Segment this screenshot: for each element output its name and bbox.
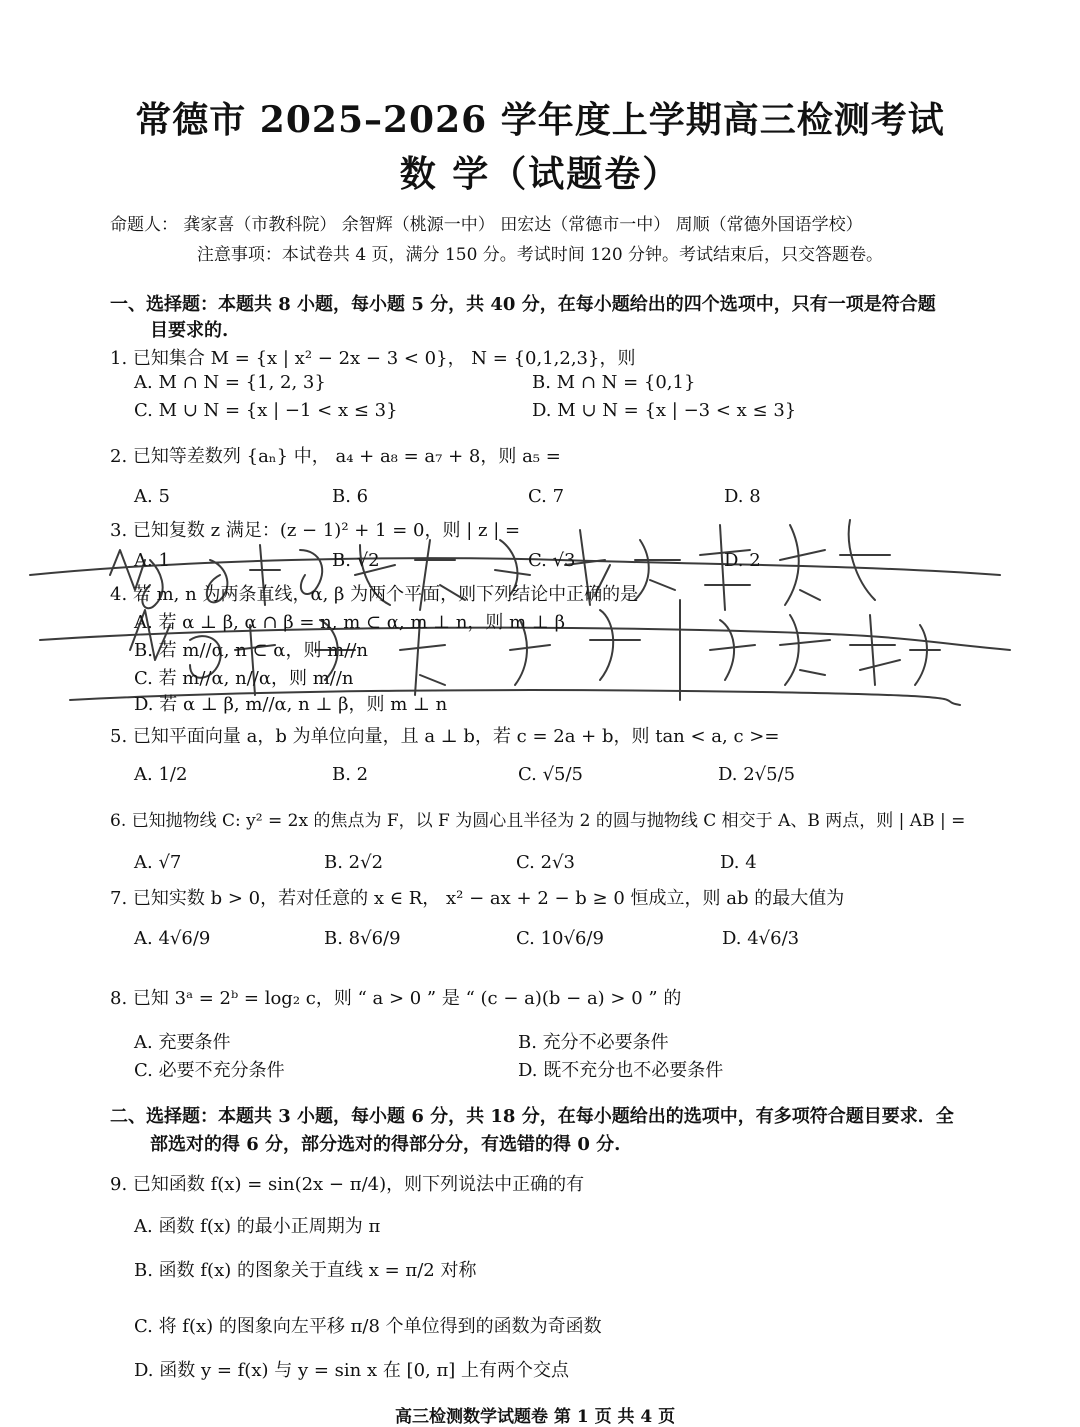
question-option: A. 5 <box>134 486 170 507</box>
question-option: B. 6 <box>332 486 369 507</box>
exam-subtitle: 数 学（试题卷） <box>399 153 681 195</box>
question-option: C. 若 m//α, n//α，则 m//n <box>134 668 354 689</box>
question-stem: 9. 已知函数 f(x) = sin(2x − π/4)，则下列说法中正确的有 <box>110 1174 585 1195</box>
question-option: D. 4√6/3 <box>722 928 800 949</box>
notice-line: 注意事项：本试卷共 4 页，满分 150 分。考试时间 120 分钟。考试结束后，只交答题卷。 <box>196 245 884 265</box>
section2-heading: 二、选择题：本题共 3 小题，每小题 6 分，共 18 分，在每小题给出的选项中，有多项符合题目要求．全 <box>110 1106 954 1127</box>
question-option: D. 4 <box>720 852 757 873</box>
question-option: B. 若 m//α, n ⊂ α，则 m//n <box>134 640 368 661</box>
authors-line: 命题人： 龚家喜（市教科院） 余智辉（桃源一中） 田宏达（常德市一中） 周顺（常德外国语学校） <box>110 215 863 235</box>
question-stem: 2. 已知等差数列 {aₙ} 中， a₄ + a₈ = a₇ + 8，则 a₅ = <box>110 446 561 467</box>
question-option: B. 2 <box>332 764 369 785</box>
question-option: C. 10√6/9 <box>516 928 604 949</box>
section2-heading-cont: 部选对的得 6 分，部分选对的得部分分，有选错的得 0 分. <box>150 1134 621 1155</box>
question-option: A. 充要条件 <box>134 1032 231 1053</box>
question-option: A. 函数 f(x) 的最小正周期为 π <box>134 1216 381 1237</box>
question-option: A. 1 <box>134 550 170 571</box>
question-option: A. 若 α ⊥ β, α ∩ β = n, m ⊂ α, m ⊥ n，则 m ⊥ β <box>134 612 565 633</box>
question-option: D. 8 <box>724 486 761 507</box>
question-option: B. 8√6/9 <box>324 928 401 949</box>
question-stem: 4. 若 m, n 为两条直线，α, β 为两个平面，则下列结论中正确的是 <box>110 584 639 605</box>
question-option: B. 2√2 <box>324 852 384 873</box>
question-option: B. M ∩ N = {0,1} <box>532 372 696 393</box>
page-footer: 高三检测数学试题卷 第 1 页 共 4 页 <box>395 1407 676 1427</box>
question-option: C. M ∪ N = {x | −1 < x ≤ 3} <box>134 400 398 421</box>
question-stem: 7. 已知实数 b > 0，若对任意的 x ∈ R， x² − ax + 2 − b ≥ 0 恒成立，则 ab 的最大值为 <box>110 888 845 909</box>
question-option: C. √5/5 <box>518 764 584 785</box>
question-option: D. 函数 y = f(x) 与 y = sin x 在 [0, π] 上有两个交点 <box>134 1360 570 1381</box>
question-option: C. 7 <box>528 486 565 507</box>
question-option: C. 将 f(x) 的图象向左平移 π/8 个单位得到的函数为奇函数 <box>134 1316 602 1337</box>
exam-title: 常德市 2025–2026 学年度上学期高三检测考试 <box>135 99 945 141</box>
question-stem: 8. 已知 3ᵃ = 2ᵇ = log₂ c，则 “ a > 0 ” 是 “ (c − a)(b − a) > 0 ” 的 <box>110 988 682 1009</box>
question-option: A. √7 <box>134 852 182 873</box>
question-option: B. 充分不必要条件 <box>518 1032 669 1053</box>
question-option: B. 函数 f(x) 的图象关于直线 x = π/2 对称 <box>134 1260 477 1281</box>
question-stem: 6. 已知抛物线 C: y² = 2x 的焦点为 F，以 F 为圆心且半径为 2 的圆与抛物线 C 相交于 A、B 两点，则 | AB | = <box>110 811 966 831</box>
question-stem: 3. 已知复数 z 满足：(z − 1)² + 1 = 0，则 | z | = <box>110 520 521 541</box>
question-option: D. 若 α ⊥ β, m//α, n ⊥ β，则 m ⊥ n <box>134 694 448 715</box>
question-stem: 5. 已知平面向量 a，b 为单位向量，且 a ⊥ b，若 c = 2a + b，则 tan < a, c >= <box>110 726 780 747</box>
question-option: A. 1/2 <box>134 764 188 785</box>
question-option: B. √2 <box>332 550 380 571</box>
question-option: D. 2 <box>724 550 761 571</box>
section1-heading: 一、选择题：本题共 8 小题，每小题 5 分，共 40 分，在每小题给出的四个选项中，只有一项是符合题 <box>110 294 936 315</box>
question-option: C. √3 <box>528 550 576 571</box>
question-option: A. M ∩ N = {1, 2, 3} <box>134 372 326 393</box>
section1-heading-cont: 目要求的. <box>150 320 229 341</box>
question-option: D. 既不充分也不必要条件 <box>518 1060 724 1081</box>
question-stem: 1. 已知集合 M = {x | x² − 2x − 3 < 0}， N = {0,1,2,3}，则 <box>110 348 636 369</box>
question-option: D. M ∪ N = {x | −3 < x ≤ 3} <box>532 400 797 421</box>
question-option: C. 2√3 <box>516 852 575 873</box>
question-option: A. 4√6/9 <box>134 928 211 949</box>
question-option: C. 必要不充分条件 <box>134 1060 285 1081</box>
question-option: D. 2√5/5 <box>718 764 796 785</box>
